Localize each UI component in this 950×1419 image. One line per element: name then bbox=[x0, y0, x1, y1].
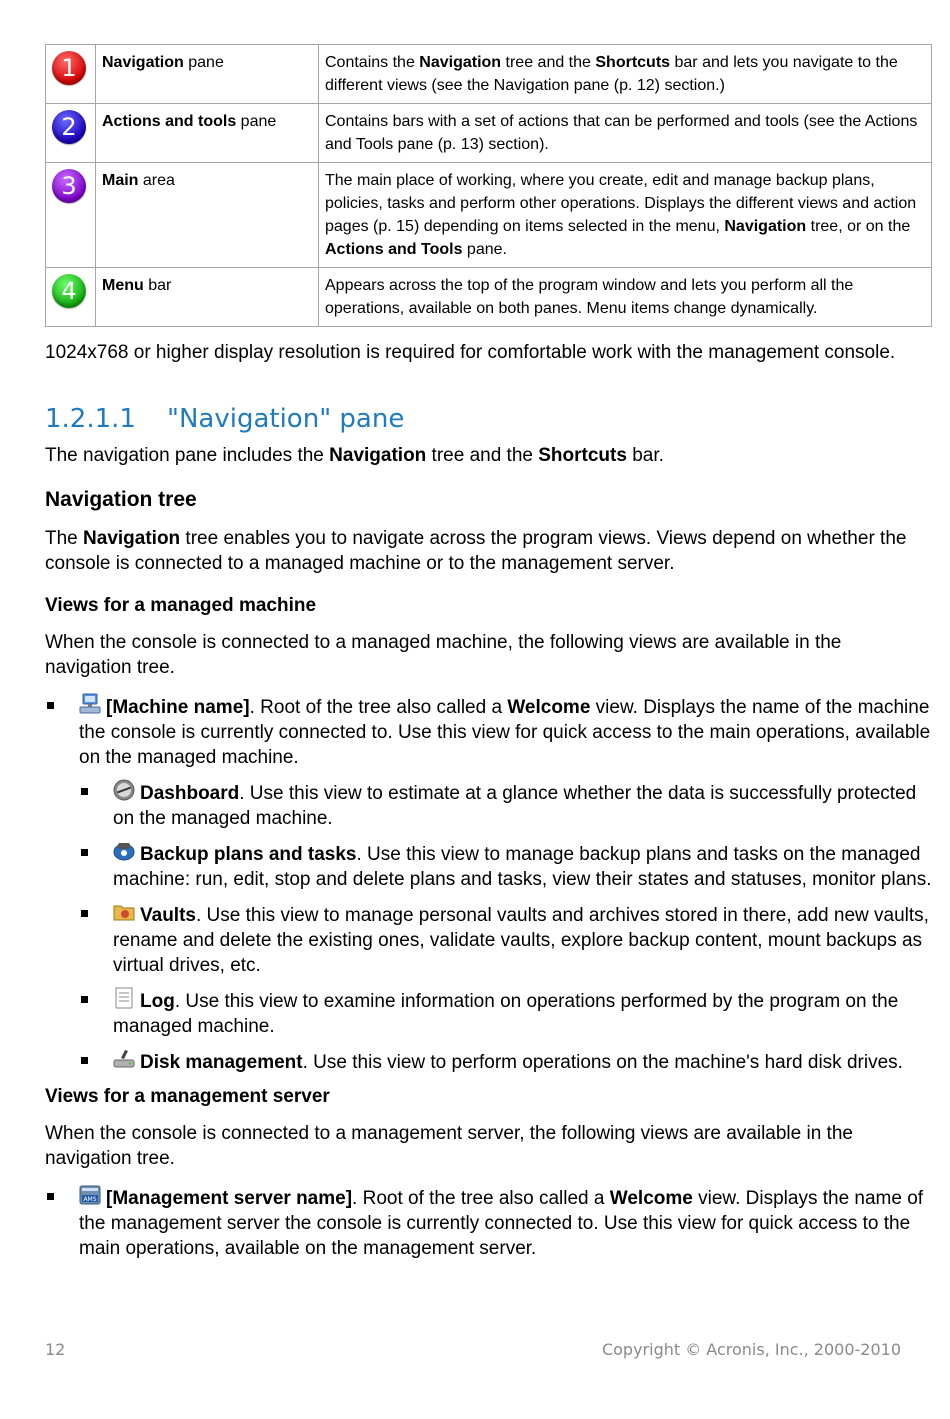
text-run: area bbox=[138, 172, 175, 189]
server-icon bbox=[79, 1184, 101, 1204]
text-run: pane. bbox=[462, 241, 507, 258]
text-run: Appears across the top of the program window and lets you perform all the operations, available on both panes. Menu items change dynamically. bbox=[325, 277, 854, 317]
part-description-cell bbox=[319, 268, 932, 327]
bold-term: Shortcuts bbox=[538, 445, 627, 466]
text-run: tree enables you to navigate across the program views. Views depend on whether the console is connected to a managed machine or to the management server. bbox=[45, 528, 907, 574]
text-run: . Use this view to manage personal vaults and archives stored in there, add new vaults, rename and delete the existing ones, validate vaults, explore backup content, mount backups as virtual drives, etc. bbox=[113, 905, 929, 976]
machine-icon bbox=[79, 693, 101, 713]
badge-cell bbox=[46, 268, 96, 327]
badge-cell bbox=[46, 104, 96, 163]
copyright-notice: Copyright © Acronis, Inc., 2000-2010 bbox=[601, 1340, 901, 1359]
bold-term: Welcome bbox=[609, 1188, 693, 1209]
bold-term: Disk management bbox=[140, 1052, 303, 1073]
text-run: tree and the bbox=[501, 54, 596, 71]
part-description-cell bbox=[319, 45, 932, 104]
bold-term: Shortcuts bbox=[595, 54, 671, 71]
bold-term: Navigation bbox=[724, 218, 807, 235]
backup-plans-icon bbox=[113, 840, 135, 860]
text-run: pane bbox=[236, 113, 277, 130]
text-run: bar bbox=[143, 277, 172, 294]
text-run: tree, or on the bbox=[806, 218, 911, 235]
text-run: . Root of the tree also called a bbox=[249, 697, 508, 718]
part-name-cell bbox=[96, 104, 319, 163]
bold-term: Backup plans and tasks bbox=[140, 844, 357, 865]
bold-term: Navigation bbox=[83, 528, 181, 549]
bold-term: Actions and Tools bbox=[325, 241, 463, 258]
bold-term: Menu bbox=[102, 277, 144, 294]
bold-term: [Machine name] bbox=[106, 697, 250, 718]
bold-term: Log bbox=[140, 991, 175, 1012]
badge-cell bbox=[46, 163, 96, 268]
log-icon bbox=[113, 987, 135, 1007]
bold-term: Navigation bbox=[419, 54, 502, 71]
managed-machine-view-list bbox=[45, 693, 932, 1075]
text-run: Contains bars with a set of actions that can be performed and tools (see the Actions and Tools pane (p. 13) section). bbox=[325, 113, 918, 153]
intro-paragraph bbox=[45, 443, 932, 468]
part-name-cell bbox=[96, 163, 319, 268]
vaults-icon bbox=[113, 901, 135, 921]
bold-term: Main bbox=[102, 172, 139, 189]
list-item bbox=[79, 779, 932, 831]
text-run: . Use this view to manage backup plans and tasks on the managed machine: run, edit, stop and delete plans and tasks, view their states and statuses, monitor plans. bbox=[113, 844, 932, 890]
list-item bbox=[79, 987, 932, 1039]
table-row bbox=[46, 45, 932, 104]
text-run: view. Displays the name of the management server the console is currently connected to. Use this view for quick access to the main operations, available on the management server. bbox=[79, 1188, 924, 1259]
number-badge-icon: 3 bbox=[52, 169, 86, 203]
bold-term: [Management server name] bbox=[106, 1188, 353, 1209]
document-page bbox=[45, 44, 932, 1261]
page-number: 12 bbox=[45, 1340, 66, 1359]
resolution-note: 1024x768 or higher display resolution is required for comfortable work with the management console. bbox=[45, 342, 896, 363]
bold-term: Navigation bbox=[102, 54, 184, 71]
number-badge-icon: 1 bbox=[52, 51, 86, 85]
text-run: The bbox=[45, 528, 84, 549]
table-row bbox=[46, 104, 932, 163]
text-run: . Root of the tree also called a bbox=[352, 1188, 610, 1209]
text-run: . Use this view to examine information on operations performed by the program on the managed machine. bbox=[113, 991, 899, 1037]
navigation-tree-heading: Navigation tree bbox=[45, 488, 197, 511]
text-run: . Use this view to perform operations on the machine's hard disk drives. bbox=[302, 1052, 903, 1073]
bold-term: Welcome bbox=[507, 697, 591, 718]
bold-term: Actions and tools bbox=[102, 113, 237, 130]
badge-cell bbox=[46, 45, 96, 104]
disk-management-icon bbox=[113, 1048, 135, 1068]
text-run: view. Displays the name of the machine the console is currently connected to. Use this view for quick access to the main operations, available on the managed machine. bbox=[79, 697, 931, 768]
dashboard-icon bbox=[113, 779, 135, 799]
list-item bbox=[45, 693, 932, 1075]
server-root-text bbox=[79, 1188, 923, 1259]
list-item bbox=[45, 1184, 932, 1261]
machine-root-text bbox=[79, 697, 930, 768]
bold-term: Vaults bbox=[140, 905, 196, 926]
table-row bbox=[46, 268, 932, 327]
part-name-cell bbox=[96, 268, 319, 327]
text-run: Contains the bbox=[325, 54, 420, 71]
svg-text:AMS: AMS bbox=[83, 1196, 97, 1203]
list-item bbox=[79, 1048, 932, 1075]
number-badge-icon: 2 bbox=[52, 110, 86, 144]
table-row bbox=[46, 163, 932, 268]
text-run: pane bbox=[183, 54, 224, 71]
section-title: "Navigation" pane bbox=[167, 404, 405, 434]
text-run: bar and lets you navigate to the different views (see the Navigation pane (p. 12) section.) bbox=[325, 54, 898, 94]
text-run: The navigation pane includes the bbox=[45, 445, 330, 466]
text-run: tree and the bbox=[426, 445, 539, 466]
list-item bbox=[79, 840, 932, 892]
bold-term: Dashboard bbox=[140, 783, 240, 804]
managed-machine-heading: Views for a managed machine bbox=[45, 595, 317, 616]
number-badge-icon: 4 bbox=[52, 274, 86, 308]
part-description-cell bbox=[319, 104, 932, 163]
text-run: bar. bbox=[626, 445, 664, 466]
part-name-cell bbox=[96, 45, 319, 104]
managed-machine-paragraph: When the console is connected to a managed machine, the following views are available in the navigation tree. bbox=[45, 632, 842, 678]
list-item bbox=[79, 901, 932, 978]
interface-parts-table bbox=[45, 44, 932, 327]
text-run: The main place of working, where you create, edit and manage backup plans, policies, tasks and perform other operations. Displays the different views and action pages (p. 15) depending on items selected in the menu, bbox=[325, 172, 917, 235]
management-server-heading: Views for a management server bbox=[45, 1086, 330, 1107]
management-server-paragraph: When the console is connected to a management server, the following views are available in the navigation tree. bbox=[45, 1123, 853, 1169]
part-description-cell bbox=[319, 163, 932, 268]
managed-machine-subviews bbox=[79, 779, 932, 1075]
management-server-view-list bbox=[45, 1184, 932, 1261]
bold-term: Navigation bbox=[329, 445, 427, 466]
text-run: . Use this view to estimate at a glance whether the data is successfully protected on the managed machine. bbox=[113, 783, 917, 829]
section-heading bbox=[45, 403, 932, 435]
section-number: 1.2.1.1 bbox=[45, 404, 136, 434]
page-footer bbox=[45, 1340, 901, 1359]
navigation-tree-paragraph bbox=[45, 526, 932, 576]
